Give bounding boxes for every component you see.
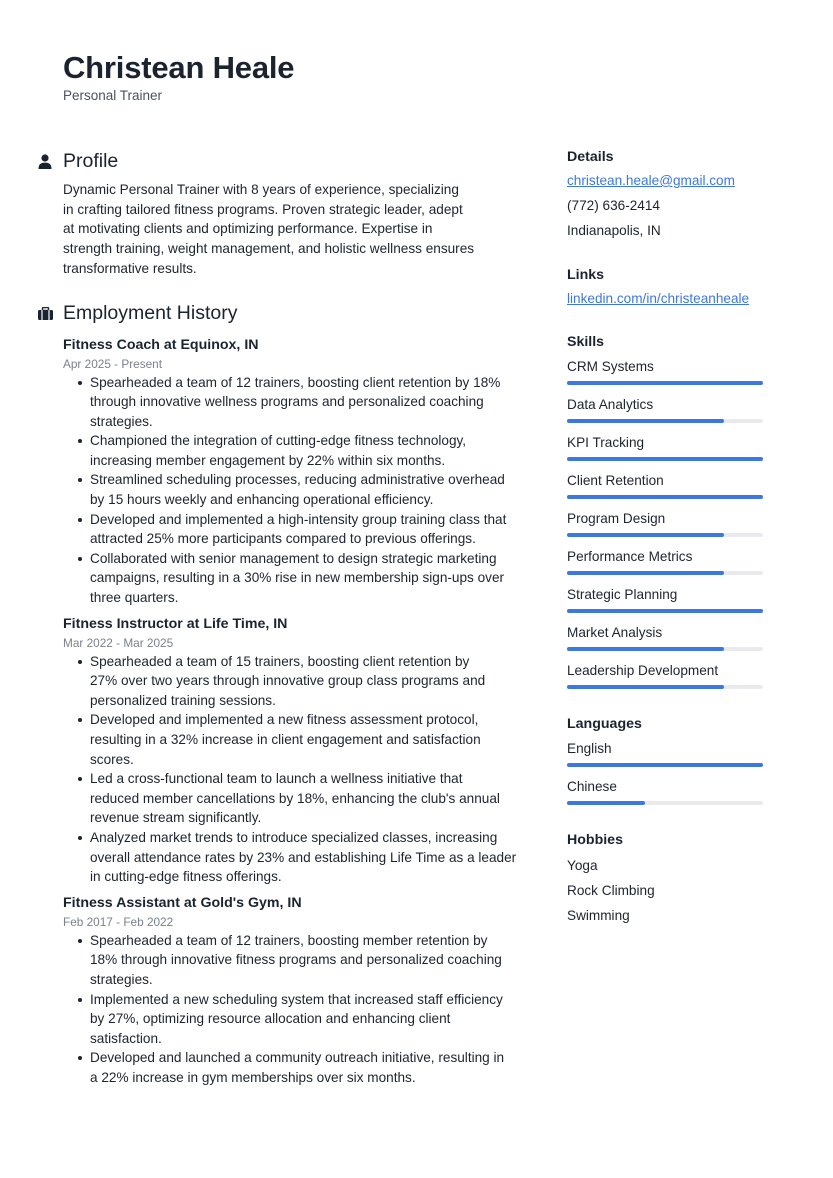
details-section xyxy=(567,146,767,243)
job-title: Fitness Coach at Equinox, IN xyxy=(63,336,259,353)
skill-level-fill xyxy=(567,457,763,461)
skill-label: Strategic Planning xyxy=(567,587,678,602)
profile-line: strength training, weight management, and holistic wellness ensures xyxy=(63,241,475,257)
employment-title: Employment History xyxy=(63,302,238,325)
job-entry xyxy=(38,893,528,1088)
language-item xyxy=(567,739,767,777)
skill-level-fill xyxy=(567,685,724,689)
skill-level-bar xyxy=(567,419,763,423)
email-link[interactable]: christean.heale@gmail.com xyxy=(567,173,735,188)
employment-section xyxy=(38,299,528,1088)
languages-section xyxy=(567,713,767,815)
skill-level-bar xyxy=(567,609,763,613)
skill-item xyxy=(567,509,767,547)
job-bullets xyxy=(90,931,528,1088)
skill-level-bar xyxy=(567,685,763,689)
language-level-fill xyxy=(567,763,763,767)
bullet-item: Streamlined scheduling processes, reducing administrative overhead by 15 hours weekly and enhancing operational efficiency. xyxy=(90,470,528,509)
skill-item xyxy=(567,623,767,661)
job-title: Fitness Assistant at Gold's Gym, IN xyxy=(63,894,302,911)
skill-label: Market Analysis xyxy=(567,625,663,640)
hobbies-title: Hobbies xyxy=(567,832,623,848)
languages-list xyxy=(567,739,767,815)
skill-level-fill xyxy=(567,571,724,575)
skill-label: Client Retention xyxy=(567,473,664,488)
hobbies-section xyxy=(567,829,767,928)
skill-level-fill xyxy=(567,647,724,651)
profile-header xyxy=(38,146,528,176)
skill-label: Data Analytics xyxy=(567,397,654,412)
language-level-bar xyxy=(567,801,763,805)
skill-level-fill xyxy=(567,609,763,613)
language-item xyxy=(567,777,767,815)
skill-level-fill xyxy=(567,381,763,385)
skill-item xyxy=(567,547,767,585)
job-date: Feb 2017 - Feb 2022 xyxy=(63,914,174,929)
briefcase-icon xyxy=(38,307,63,320)
skill-label: Performance Metrics xyxy=(567,549,693,564)
bullet-item: Spearheaded a team of 12 trainers, boosting client retention by 18% through innovative wellness programs and personalized coaching strategies. xyxy=(90,373,528,432)
profile-line: at motivating clients and optimizing performance. Expertise in xyxy=(63,221,433,237)
bullet-item: Led a cross-functional team to launch a wellness initiative that reduced member cancellations by 18%, enhancing the club's annual revenue stream significantly. xyxy=(90,769,528,828)
skills-list xyxy=(567,357,767,699)
skill-item xyxy=(567,395,767,433)
profile-line: transformative results. xyxy=(63,260,197,276)
bullet-item: Developed and implemented a high-intensity group training class that attracted 25% more participants compared to previous offerings. xyxy=(90,510,528,549)
hobby-item: Rock Climbing xyxy=(567,883,655,898)
skill-item xyxy=(567,661,767,699)
bullet-item: Championed the integration of cutting-edge fitness technology, increasing member engagement by 22% within six months. xyxy=(90,431,528,470)
bullet-item: Analyzed market trends to introduce specialized classes, increasing overall attendance rates by 23% and establishing Life Time as a leader in cutting-edge fitness offerings. xyxy=(90,828,528,887)
job-bullets xyxy=(90,373,528,608)
skill-label: KPI Tracking xyxy=(567,435,645,450)
linkedin-link[interactable]: linkedin.com/in/christeanheale xyxy=(567,291,750,306)
main-column xyxy=(38,146,528,1088)
hobby-item: Yoga xyxy=(567,858,598,873)
bullet-item: Developed and launched a community outreach initiative, resulting in a 22% increase in gym memberships over six months. xyxy=(90,1048,528,1087)
details-title: Details xyxy=(567,149,614,165)
language-label: English xyxy=(567,741,612,756)
language-level-fill xyxy=(567,801,645,805)
skill-level-fill xyxy=(567,419,724,423)
profile-summary xyxy=(63,180,528,279)
employment-header xyxy=(38,299,528,329)
bullet-item: Implemented a new scheduling system that increased staff efficiency by 27%, optimizing resource allocation and enhancing client satisfaction. xyxy=(90,990,528,1049)
skill-level-bar xyxy=(567,647,763,651)
bullet-item: Collaborated with senior management to design strategic marketing campaigns, resulting in a 30% rise in new membership sign-ups over three quarters. xyxy=(90,549,528,608)
language-level-bar xyxy=(567,763,763,767)
skill-level-fill xyxy=(567,533,724,537)
hobby-item: Swimming xyxy=(567,908,630,923)
skill-label: Leadership Development xyxy=(567,663,719,678)
phone-number: (772) 636-2414 xyxy=(567,198,660,213)
skill-item xyxy=(567,357,767,395)
candidate-role: Personal Trainer xyxy=(63,88,163,103)
languages-title: Languages xyxy=(567,716,642,732)
skill-level-bar xyxy=(567,495,763,499)
skill-level-bar xyxy=(567,381,763,385)
location: Indianapolis, IN xyxy=(567,223,661,238)
skill-label: CRM Systems xyxy=(567,359,654,374)
language-label: Chinese xyxy=(567,779,617,794)
person-icon xyxy=(38,154,63,169)
job-bullets xyxy=(90,652,528,887)
skill-item xyxy=(567,433,767,471)
job-title: Fitness Instructor at Life Time, IN xyxy=(63,615,288,632)
links-title: Links xyxy=(567,267,605,283)
skills-section xyxy=(567,331,767,699)
bullet-item: Developed and implemented a new fitness assessment protocol, resulting in a 32% increase in client engagement and satisfaction scores. xyxy=(90,710,528,769)
profile-line: in crafting tailored fitness programs. Proven strategic leader, adept xyxy=(63,201,463,217)
skills-title: Skills xyxy=(567,334,605,350)
job-entry xyxy=(38,614,528,887)
bullet-item: Spearheaded a team of 15 trainers, boosting client retention by 27% over two years through innovative group class programs and personalized training sessions. xyxy=(90,652,528,711)
skill-item xyxy=(567,585,767,623)
links-section xyxy=(567,264,767,311)
sidebar xyxy=(567,146,767,928)
skill-level-bar xyxy=(567,533,763,537)
job-date: Apr 2025 - Present xyxy=(63,356,163,371)
candidate-name: Christean Heale xyxy=(63,50,295,85)
skill-level-bar xyxy=(567,457,763,461)
skill-level-bar xyxy=(567,571,763,575)
bullet-item: Spearheaded a team of 12 trainers, boosting member retention by 18% through innovative fitness programs and personalized coaching strategies. xyxy=(90,931,528,990)
skill-label: Program Design xyxy=(567,511,666,526)
profile-title: Profile xyxy=(63,149,119,172)
profile-section xyxy=(38,146,528,279)
profile-line: Dynamic Personal Trainer with 8 years of experience, specializing xyxy=(63,182,459,197)
job-date: Mar 2022 - Mar 2025 xyxy=(63,635,174,650)
skill-item xyxy=(567,471,767,509)
skill-level-fill xyxy=(567,495,763,499)
job-entry xyxy=(38,335,528,608)
